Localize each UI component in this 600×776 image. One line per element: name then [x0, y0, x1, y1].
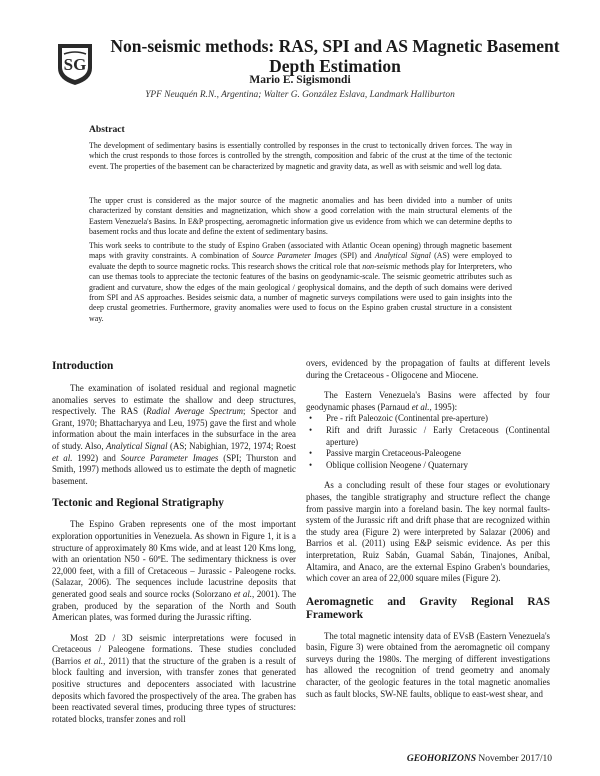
list-item: • Oblique collision Neogene / Quaternary: [306, 460, 550, 472]
list-item: • Pre - rift Paleozoic (Continental pre-aperture): [306, 413, 550, 425]
issue-date: November 2017/10: [478, 754, 552, 764]
tectonic-paragraph-2: Most 2D / 3D seismic interpretations were focused in Cretaceous / Paleogene formations. These studies concluded (Barrios et al., 2011) that the structure of the graben is a result of block faulting and inversion, with transfer zones that generated positive structures and depocenters associated with lacustrine deposits which favored the prospectively of the area. The graben has been reactivated several times, producing three types of structures: rotated blocks, transfer zones and roll: [52, 632, 296, 724]
right-column: [306, 358, 550, 700]
introduction-paragraph: The examination of isolated residual and regional magnetic anomalies serves to estimate the shallow and deep structures, respectively. The RAS (Radial Average Spectrum; Spector and Grant, 1970; Bhattacharyya and Leu, 1975) gave the first and whole information about the main interfaces in the subsurface in the area of study. Also, Analytical Signal (AS; Nabighian, 1972, 1974; Roest et al. 1992) and Source Parameter Images (SPI; Thurston and Smith, 1997) methods allowed us to estimate the depth of magnetic basement.: [52, 383, 297, 486]
title-line-1: Non-seismic methods: RAS, SPI and AS Magnetic Basement: [110, 36, 560, 56]
abstract-paragraph-1: The development of sedimentary basins is essentially controlled by responses in the crust to tectonically driven forces. The way in which the crust responds to those forces is controlled by the strength, composition and fabric of the crust at the time of the tectonic event. The properties of the basement can be characterized by magnetic and gravity data, as well as with seismic and well log data.: [89, 141, 512, 171]
phases-list: [306, 413, 550, 471]
left-column: [52, 360, 296, 725]
phases-paragraph: The Eastern Venezuela's Basins were affected by four geodynamic phases (Parnaud et al., 1995):: [306, 390, 550, 412]
aeromagnetic-heading: Aeromagnetic and Gravity Regional RAS Framework: [306, 595, 550, 621]
page-footer: [407, 754, 552, 764]
aeromagnetic-paragraph: The total magnetic intensity data of EVsB (Eastern Venezuela's basin, Figure 3) were obtained from the aeromagnetic oil company surveys during the 1980s. The merging of different investigations has allowed the recognition of trend geometry and anomaly character, of the geologic features in the total magnetic anomalies such as fault blocks, SW-NE faults, oblique to east-west shear, and: [306, 630, 550, 699]
continued-paragraph: overs, evidenced by the propagation of faults at different levels during the Cretaceous - Oligocene and Miocene.: [306, 358, 550, 380]
introduction-heading: Introduction: [52, 360, 114, 372]
author-name: Mario E. Sigismondi: [249, 74, 351, 86]
conclusion-paragraph: As a concluding result of these four stages or evolutionary phases, the tangible stratigraphy and structure reflect the change from passive margin into a foreland basin. The key normal faults-system of the Jurassic rift and drift phase that are recognized within the study area (Figure 2) were interpreted by Salazar (2006) and Barrios et al. (2011) using E&P seismic evidence. As per this interpretation, Ruiz Sabán, Guamal Sabán, Tinajones, Aníbal, Altamira, and Anaco, are the external Espino Graben's boundaries, which cover an area of 22,000 square miles (Figure 2).: [306, 480, 550, 584]
author-affiliation: YPF Neuquén R.N., Argentina; Walter G. González Eslava, Landmark Halliburton: [145, 90, 455, 100]
tectonic-paragraph-1: The Espino Graben represents one of the most important exploration opportunities in Venezuela. As shown in Figure 1, it is a structure of approximately 80 Kms wide, and at least 120 Kms long, with an orientation N50 - 60ºE. The sedimentary thickness is over 22,000 feet, with a fill of Cretaceous – Jurassic - Paleogene rocks. (Salazar, 2006). The sequences include lacustrine deposits that generated good seals and source rocks (Solorzano et al., 2001). The graben, produced by the separation of the North and South American plates, was formed during the Jurassic rifting.: [52, 519, 297, 623]
list-item: • Rift and drift Jurassic / Early Cretaceous (Continental aperture): [306, 425, 550, 448]
abstract-paragraph-3: This work seeks to contribute to the study of Espino Graben (associated with Atlantic Ocean opening) through magnetic basement maps with gravity constraints. A combination of Source Parameter Images (SPI) and Analytical Signal (AS) were employed to evaluate the depth to source magnetic rocks. This research shows the critical role that non-seismic methods play for Interpreters, who can use themas tools to appreciate the tectonic features of the basins on geodynamic-scale. The seismic geometric attributes such as gradient and curvature, show the edges of the main geological / geophysical domains, and the depth of such domains were derived from SPI and AS approaches. Besides seismic data, a number of magnetic surveys compilations were used to gain insights into the deep crustal geometries. Furthermore, gravity anomalies were used to focus on the Espino graben crustal structure in a consistent way.: [89, 241, 512, 323]
journal-name: GEOHORIZONS: [406, 754, 476, 764]
tectonic-heading: Tectonic and Regional Stratigraphy: [52, 497, 224, 510]
abstract-heading: Abstract: [89, 124, 125, 135]
title-line-2: Depth Estimation: [269, 56, 401, 76]
abstract-paragraph-2: The upper crust is considered as the major source of the magnetic anomalies and has been divided into a number of units characterized by constant densities and magnetization, which show a good correlation with the main structural elements of the Eastern Venezuela's Basins. In E&P prospecting, aeromagnetic information give us evidence from which we can determine depths to basement rocks and thus locate and define the extent of sedimentary basins.: [89, 196, 512, 237]
paper-title: [100, 36, 570, 76]
list-item: • Passive margin Cretaceous-Paleogene: [306, 448, 550, 460]
svg-text:SG: SG: [63, 55, 87, 74]
